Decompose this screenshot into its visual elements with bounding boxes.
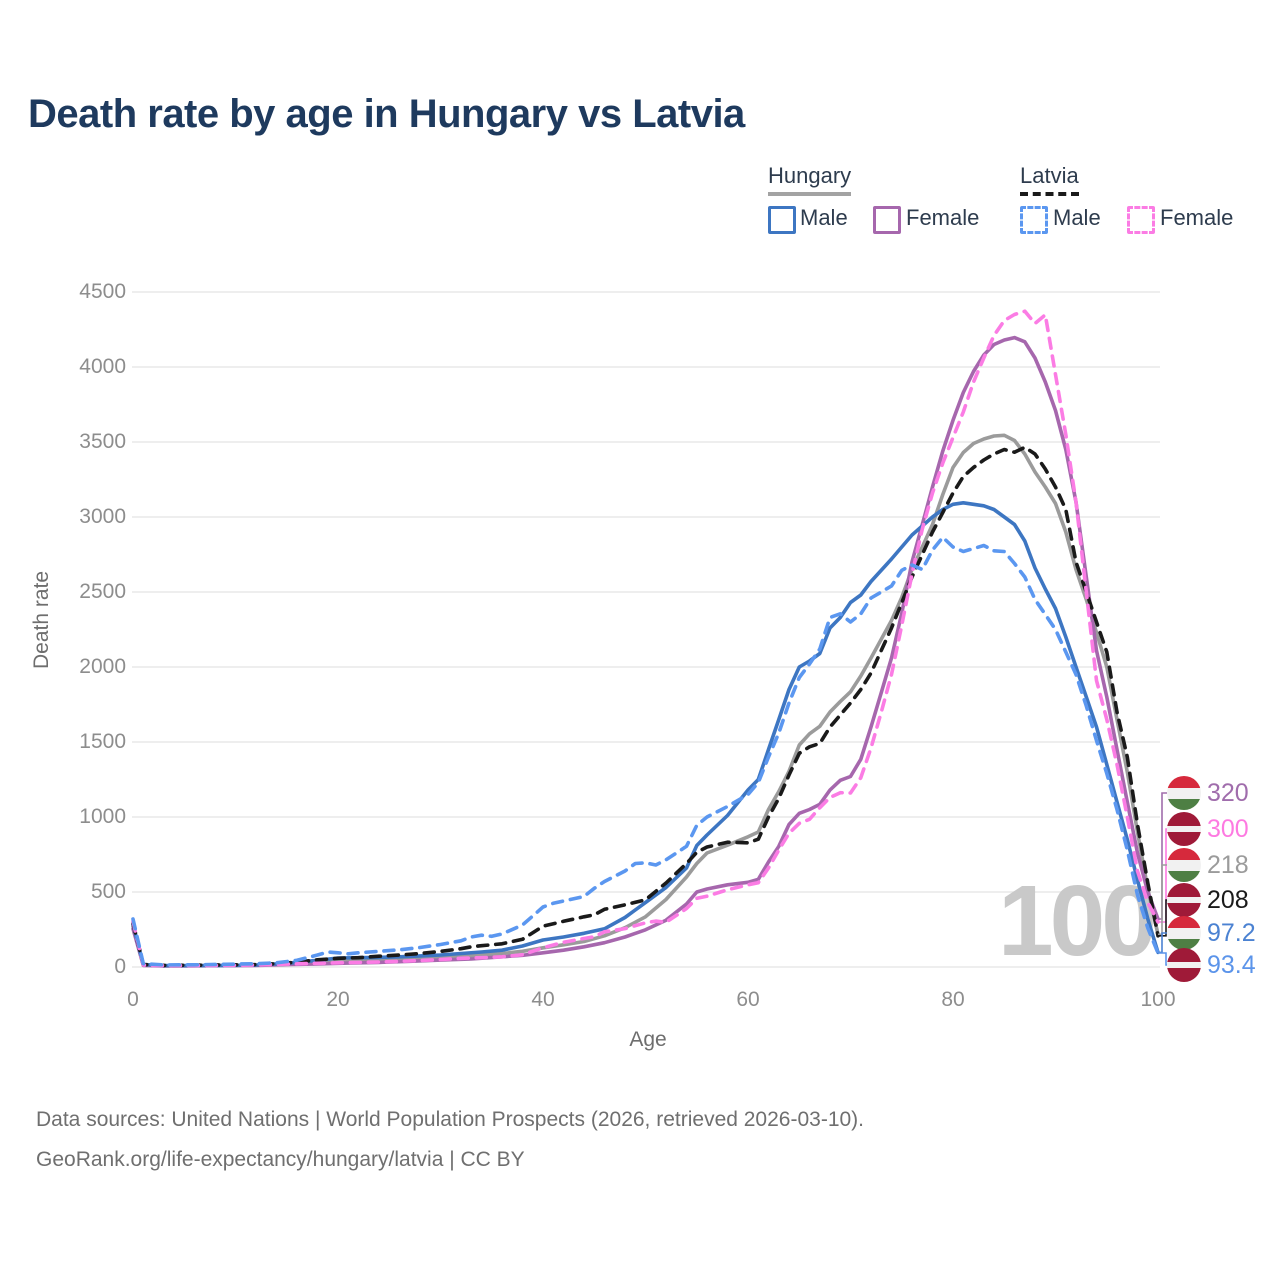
attribution-line[interactable]: GeoRank.org/life-expectancy/hungary/latvia | CC BY	[36, 1148, 525, 1171]
legend-label-hungary-male[interactable]: Male	[800, 205, 848, 230]
y-tick-label: 4000	[79, 355, 126, 378]
hungary-flag-icon	[1167, 776, 1201, 810]
legend-group-latvia-header[interactable]: Latvia	[1020, 163, 1079, 196]
chart-title: Death rate by age in Hungary vs Latvia	[28, 92, 745, 136]
end-value-text: 300	[1207, 814, 1249, 843]
x-tick-label: 40	[531, 988, 555, 1011]
y-tick-label: 0	[114, 955, 126, 978]
y-tick-label: 500	[90, 880, 126, 903]
hovered-age-watermark: 100	[998, 865, 1153, 977]
y-axis-title: Death rate	[30, 570, 53, 670]
y-tick-label: 1500	[79, 730, 126, 753]
end-value-text: 93.4	[1207, 950, 1256, 979]
series-end-label-hungary-male	[1167, 916, 1256, 950]
end-value-text: 208	[1207, 885, 1249, 914]
y-tick-label: 1000	[79, 805, 126, 828]
series-end-label-hungary-total	[1167, 848, 1249, 882]
end-value-text: 320	[1207, 778, 1249, 807]
end-value-text: 218	[1207, 850, 1249, 879]
data-source-line: Data sources: United Nations | World Population Prospects (2026, retrieved 2026-03-10).	[36, 1108, 865, 1131]
hungary-flag-icon	[1167, 916, 1201, 950]
y-tick-label: 4500	[79, 280, 126, 303]
hungary-flag-icon	[1167, 848, 1201, 882]
x-tick-label: 60	[736, 988, 760, 1011]
x-tick-label: 0	[127, 988, 139, 1011]
latvia-flag-icon	[1167, 812, 1201, 846]
x-tick-label: 20	[326, 988, 350, 1011]
latvia-flag-icon	[1167, 948, 1201, 982]
series-end-label-latvia-total	[1167, 883, 1249, 917]
series-end-label-hungary-female	[1167, 776, 1249, 810]
x-axis-title: Age	[629, 1028, 667, 1051]
x-tick-label: 80	[941, 988, 965, 1011]
legend-group-hungary-header[interactable]: Hungary	[768, 163, 851, 196]
y-tick-label: 3000	[79, 505, 126, 528]
series-end-label-latvia-male	[1167, 948, 1256, 982]
legend-label-latvia-female[interactable]: Female	[1160, 205, 1234, 230]
series-end-label-latvia-female	[1167, 812, 1249, 846]
y-tick-label: 2000	[79, 655, 126, 678]
x-tick-label: 100	[1140, 988, 1176, 1011]
y-tick-label: 3500	[79, 430, 126, 453]
y-tick-label: 2500	[79, 580, 126, 603]
latvia-flag-icon	[1167, 883, 1201, 917]
legend-label-hungary-female[interactable]: Female	[906, 205, 980, 230]
end-value-text: 97.2	[1207, 918, 1256, 947]
legend-label-latvia-male[interactable]: Male	[1053, 205, 1101, 230]
